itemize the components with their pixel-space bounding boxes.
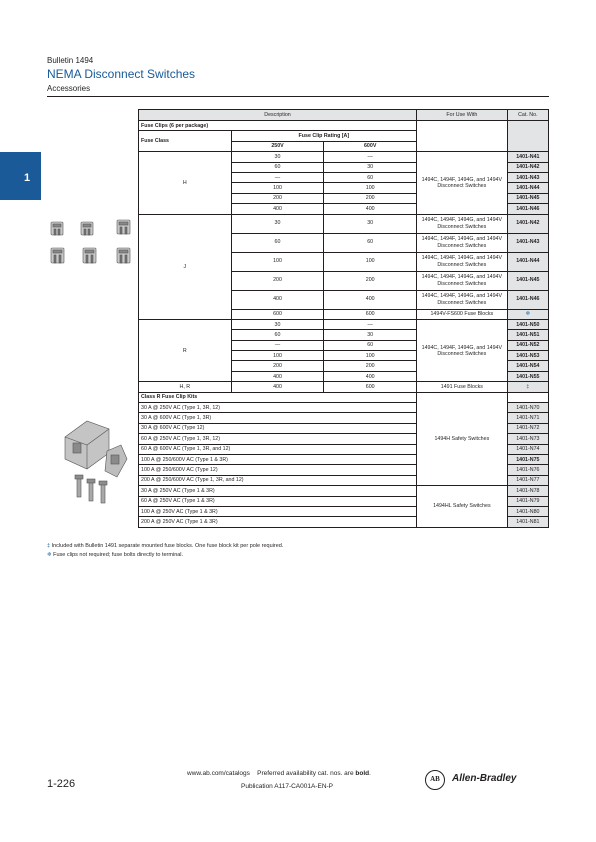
col-cat-no: Cat. No.: [507, 110, 548, 121]
table-row: [139, 382, 549, 392]
cat-no-cell: 1401-N43: [507, 233, 548, 252]
cat-no-cell: 1401-N55: [507, 371, 548, 381]
class-h-label: H: [139, 152, 232, 214]
cat-no-cell: 1401-N78: [507, 486, 548, 496]
double-dagger-icon: ‡: [47, 543, 51, 549]
cat-no-cell: 1401-N44: [507, 252, 548, 271]
rating-250-cell: 100: [231, 252, 324, 271]
ab-logo-icon: AB: [425, 770, 445, 790]
cat-no-cell: 1401-N42: [507, 162, 548, 172]
rating-250-cell: 400: [231, 382, 324, 392]
class-j-label: J: [139, 214, 232, 319]
kit-desc-cell: 30 A @ 250V AC (Type 1 & 3R): [139, 486, 417, 496]
cat-no-cell: 1401-N46: [507, 290, 548, 309]
cat-no-cell: 1401-N51: [507, 330, 548, 340]
availability-period: .: [369, 770, 371, 777]
snowflake-footnote-icon: ❄: [507, 309, 548, 319]
kit-desc-cell: 60 A @ 250V AC (Type 1, 3R, 12): [139, 434, 417, 444]
cat-no-cell: 1401-N74: [507, 444, 548, 454]
kit-desc-cell: 30 A @ 600V AC (Type 12): [139, 423, 417, 433]
rating-250-cell: 100: [231, 351, 324, 361]
use-with-cell: 1494C, 1494F, 1494G, and 1494V Disconnect Switches: [417, 214, 508, 233]
cat-no-cell: 1401-N81: [507, 517, 548, 527]
rating-250v: 250V: [231, 141, 324, 151]
rating-600v: 600V: [324, 141, 417, 151]
page-subtitle: Accessories: [47, 84, 91, 93]
page-title: NEMA Disconnect Switches: [47, 67, 196, 81]
rating-250-cell: 30: [231, 319, 324, 329]
kit-desc-cell: 100 A @ 250/600V AC (Type 12): [139, 465, 417, 475]
clip-kit-image: [47, 397, 138, 538]
blank-cell: [507, 121, 548, 152]
header-rule: [47, 96, 549, 97]
cat-no-cell: 1401-N75: [507, 454, 548, 464]
kit-desc-cell: 200 A @ 250V AC (Type 1 & 3R): [139, 517, 417, 527]
blank-cell: [417, 121, 508, 152]
rating-250-cell: 30: [231, 152, 324, 162]
rating-600-cell: 100: [324, 351, 417, 361]
catalog-link[interactable]: www.ab.com/catalogs: [187, 770, 250, 777]
rating-250-cell: 60: [231, 330, 324, 340]
cat-no-cell: 1401-N46: [507, 204, 548, 214]
rating-250-cell: 400: [231, 371, 324, 381]
rating-600-cell: 200: [324, 193, 417, 203]
rating-600-cell: —: [324, 319, 417, 329]
cat-no-cell: 1401-N41: [507, 152, 548, 162]
rating-600-cell: 400: [324, 290, 417, 309]
fuse-clips-image: [47, 109, 138, 397]
blank-cell: [507, 392, 548, 402]
footnote-2: [47, 551, 283, 560]
kit-desc-cell: 30 A @ 250V AC (Type 1, 3R, 12): [139, 403, 417, 413]
table-row: [139, 319, 549, 329]
kit-desc-cell: 100 A @ 250/600V AC (Type 1 & 3R): [139, 454, 417, 464]
col-description: Description: [139, 110, 417, 121]
footer-availability: [187, 770, 371, 777]
footnote-1-text: Included with Bulletin 1491 separate mounted fuse blocks. One fuse block kit per pole required.: [51, 543, 284, 549]
rating-250-cell: 200: [231, 271, 324, 290]
rating-250-cell: —: [231, 172, 324, 182]
rating-600-cell: 30: [324, 330, 417, 340]
snowflake-icon: ❄: [47, 552, 52, 558]
cat-no-cell: 1401-N54: [507, 361, 548, 371]
use-with-cell: 1494H Safety Switches: [417, 392, 508, 486]
rating-600-cell: 60: [324, 233, 417, 252]
publication-number: Publication A117-CA001A-EN-P: [241, 783, 334, 790]
cat-no-cell: 1401-N42: [507, 214, 548, 233]
rating-250-cell: —: [231, 340, 324, 350]
kit-desc-cell: 200 A @ 250/600V AC (Type 1, 3R, and 12): [139, 475, 417, 485]
cat-no-cell: 1401-N53: [507, 351, 548, 361]
rating-250-cell: 600: [231, 309, 324, 319]
footnote-2-text: Fuse clips not required; fuse bolts directly to terminal.: [53, 552, 184, 558]
cat-no-cell: 1401-N76: [507, 465, 548, 475]
cat-no-cell: 1401-N70: [507, 403, 548, 413]
availability-bold: bold: [355, 770, 370, 777]
cat-no-cell: 1401-N72: [507, 423, 548, 433]
rating-250-cell: 400: [231, 204, 324, 214]
use-with-cell: 1494C, 1494F, 1494G, and 1494V Disconnect Switches: [417, 290, 508, 309]
cat-no-cell: 1401-N80: [507, 506, 548, 516]
cat-no-cell: 1401-N44: [507, 183, 548, 193]
cat-no-cell: 1401-N73: [507, 434, 548, 444]
accessories-table: [138, 109, 549, 528]
fuse-clip-rating-label: Fuse Clip Rating [A]: [231, 131, 416, 141]
use-with-cell: 1491 Fuse Blocks: [417, 382, 508, 392]
rating-250-cell: 200: [231, 361, 324, 371]
cat-no-cell: 1401-N43: [507, 172, 548, 182]
rating-600-cell: 60: [324, 172, 417, 182]
page-number: 1-226: [47, 778, 76, 790]
cat-no-cell: 1401-N45: [507, 271, 548, 290]
footnotes: [47, 542, 283, 560]
use-with-cell: 1494C, 1494F, 1494G, and 1494V Disconnect Switches: [417, 319, 508, 381]
double-dagger-footnote-icon: ‡: [507, 382, 548, 392]
bulletin-label: Bulletin 1494: [47, 56, 94, 65]
rating-600-cell: 600: [324, 382, 417, 392]
rating-600-cell: 100: [324, 252, 417, 271]
cat-no-cell: 1401-N52: [507, 340, 548, 350]
use-with-cell: 1494C, 1494F, 1494G, and 1494V Disconnect Switches: [417, 233, 508, 252]
cat-no-cell: 1401-N45: [507, 193, 548, 203]
rating-600-cell: 600: [324, 309, 417, 319]
rating-600-cell: 200: [324, 361, 417, 371]
table-row: [139, 214, 549, 233]
class-r-label: R: [139, 319, 232, 381]
footnote-1: [47, 542, 283, 551]
rating-250-cell: 30: [231, 214, 324, 233]
fuse-class-label: Fuse Class: [139, 131, 232, 152]
cat-no-cell: 1401-N71: [507, 413, 548, 423]
use-with-cell: 1494C, 1494F, 1494G, and 1494V Disconnect Switches: [417, 152, 508, 214]
kits-heading: Class R Fuse Clip Kits: [139, 392, 417, 402]
rating-250-cell: 100: [231, 183, 324, 193]
use-with-cell: 1494HL Safety Switches: [417, 486, 508, 528]
col-for-use-with: For Use With: [417, 110, 508, 121]
rating-600-cell: 100: [324, 183, 417, 193]
use-with-cell: 1494C, 1494F, 1494G, and 1494V Disconnect Switches: [417, 252, 508, 271]
rating-250-cell: 60: [231, 162, 324, 172]
kit-desc-cell: 30 A @ 600V AC (Type 1, 3R): [139, 413, 417, 423]
brand-name: Allen-Bradley: [452, 773, 517, 784]
cat-no-cell: 1401-N50: [507, 319, 548, 329]
rating-250-cell: 400: [231, 290, 324, 309]
kit-desc-cell: 60 A @ 600V AC (Type 1, 3R, and 12): [139, 444, 417, 454]
rating-250-cell: 60: [231, 233, 324, 252]
kit-desc-cell: 60 A @ 250V AC (Type 1 & 3R): [139, 496, 417, 506]
rating-600-cell: 30: [324, 162, 417, 172]
section-tab: 1: [0, 152, 41, 200]
cat-no-cell: 1401-N79: [507, 496, 548, 506]
kit-desc-cell: 100 A @ 250V AC (Type 1 & 3R): [139, 506, 417, 516]
fuse-clips-heading: Fuse Clips (6 per package): [139, 121, 417, 131]
availability-note: Preferred availability cat. nos. are: [257, 770, 354, 777]
rating-600-cell: —: [324, 152, 417, 162]
rating-600-cell: 400: [324, 204, 417, 214]
rating-600-cell: 200: [324, 271, 417, 290]
use-with-cell: 1494C, 1494F, 1494G, and 1494V Disconnect Switches: [417, 271, 508, 290]
rating-600-cell: 60: [324, 340, 417, 350]
class-hr-label: H, R: [139, 382, 232, 392]
rating-600-cell: 30: [324, 214, 417, 233]
table-row: [139, 152, 549, 162]
rating-250-cell: 200: [231, 193, 324, 203]
use-with-cell: 1494V-FS600 Fuse Blocks: [417, 309, 508, 319]
cat-no-cell: 1401-N77: [507, 475, 548, 485]
rating-600-cell: 400: [324, 371, 417, 381]
table-row: [139, 486, 549, 496]
